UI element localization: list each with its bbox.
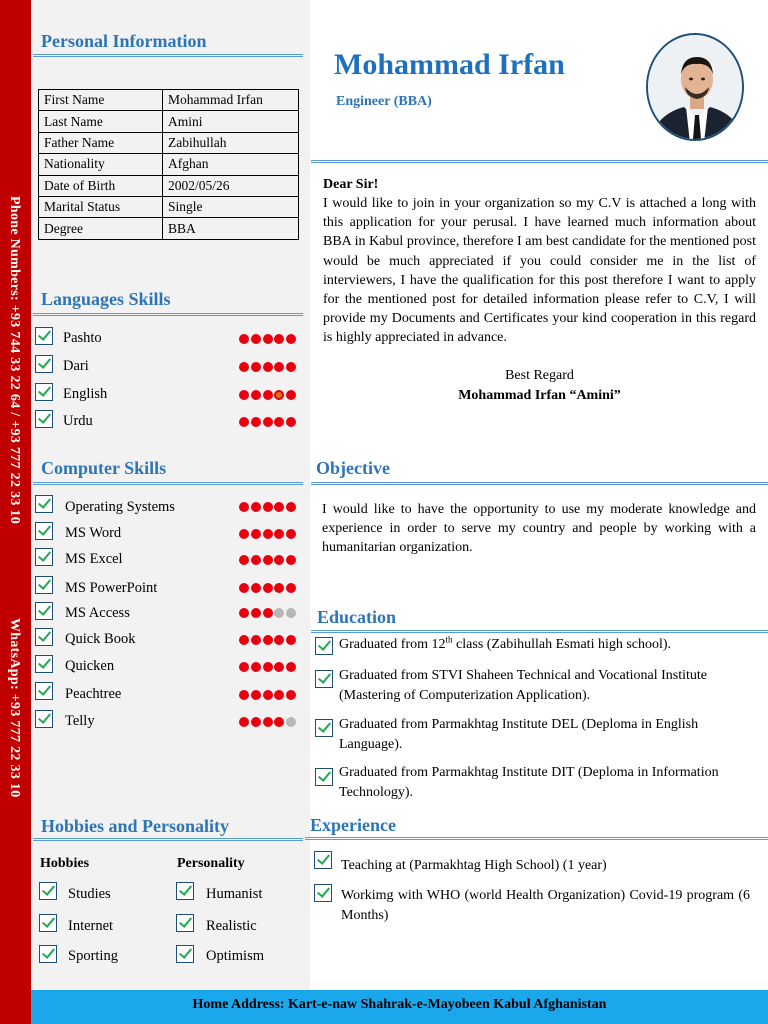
info-label: Marital Status — [39, 196, 163, 217]
hobby-label: Studies — [68, 886, 111, 902]
letter-regard: Best Regard — [505, 368, 574, 383]
info-label: First Name — [39, 90, 163, 111]
info-value: Mohammad Irfan — [163, 90, 299, 111]
checkbox-icon — [176, 882, 194, 900]
sidebar-contact-bar — [0, 0, 31, 1024]
computer-skill-rating — [239, 717, 298, 729]
phone-numbers: Phone Numbers: +93 744 33 22 64 / +93 777 22 33 10 — [7, 196, 22, 525]
computer-skill-label: MS Excel — [65, 551, 123, 567]
checkbox-icon — [39, 882, 57, 900]
computer-skill-rating — [239, 662, 298, 674]
person-portrait-icon — [648, 35, 744, 141]
checkbox-icon — [35, 655, 53, 673]
table-row — [39, 154, 299, 175]
footer-bar — [31, 990, 768, 1024]
hobbies-title: Hobbies and Personality — [41, 816, 230, 836]
language-label: Dari — [63, 358, 89, 374]
computer-skill-rating — [239, 502, 298, 514]
hobbies-heading: Hobbies — [40, 856, 90, 871]
hobby-label: Internet — [68, 918, 114, 934]
computer-skill-rating — [239, 690, 298, 702]
section-divider — [33, 838, 303, 841]
language-label: Urdu — [63, 413, 93, 429]
section-divider — [311, 630, 768, 633]
home-address: Home Address: Kart-e-naw Shahrak-e-Mayobeen Kabul Afghanistan — [192, 997, 607, 1012]
info-value: 2002/05/26 — [163, 175, 299, 196]
checkbox-icon — [35, 576, 53, 594]
computer-skill-label: Quick Book — [65, 631, 136, 647]
checkbox-icon — [35, 355, 53, 373]
computer-skill-label: Telly — [65, 713, 95, 729]
letter-body: I would like to join in your organization so my C.V is attached a long with this application for your perusal. I have learned much information about BBA in Kabul province, therefore I am best candidate for the mentioned post would be much appreciated if you could consider me in the list of interviewers, I have the qualification for this post therefore I want to apply for the mentioned post for detailed information please refer to C.V, I will provide my Documents and Certificates your kind cooperation in this regard is highly appreciated in advance. — [323, 196, 756, 346]
computer-skills-title: Computer Skills — [41, 458, 167, 478]
letter-greeting: Dear Sir! — [323, 177, 379, 192]
table-row — [39, 196, 299, 217]
computer-skill-rating — [239, 608, 298, 620]
personal-info-title: Personal Information — [41, 31, 207, 51]
personality-label: Optimism — [206, 948, 265, 964]
checkbox-icon — [35, 327, 53, 345]
checkbox-icon — [39, 945, 57, 963]
profile-photo — [646, 33, 744, 141]
info-value: BBA — [163, 218, 299, 239]
language-label: English — [63, 386, 108, 402]
personality-heading: Personality — [177, 856, 245, 871]
objective-text: I would like to have the opportunity to use my moderate knowledge and experience in order to serve my country and people by working with a humanitarian organization. — [322, 502, 756, 556]
info-label: Father Name — [39, 132, 163, 153]
computer-skill-label: MS Word — [65, 525, 122, 541]
education-item — [339, 635, 756, 655]
computer-skill-label: MS PowerPoint — [65, 580, 158, 596]
section-divider — [311, 482, 768, 485]
whatsapp-number: WhatsApp: +93 777 22 33 10 — [7, 618, 22, 798]
languages-title: Languages Skills — [41, 289, 171, 309]
table-row — [39, 90, 299, 111]
section-divider — [33, 54, 303, 57]
computer-skill-rating — [239, 583, 298, 595]
language-rating — [239, 390, 298, 402]
checkbox-icon — [35, 710, 53, 728]
info-value: Single — [163, 196, 299, 217]
language-rating — [239, 334, 298, 346]
checkbox-icon — [39, 914, 57, 932]
computer-skill-label: Peachtree — [65, 686, 122, 702]
checkbox-icon — [35, 602, 53, 620]
checkbox-icon — [176, 914, 194, 932]
computer-skill-label: MS Access — [65, 605, 130, 621]
info-label: Last Name — [39, 111, 163, 132]
table-row — [39, 111, 299, 132]
experience-item: Teaching at (Parmakhtag High School) (1 year) — [341, 858, 607, 873]
checkbox-icon — [315, 637, 333, 655]
computer-skill-label: Quicken — [65, 658, 115, 674]
checkbox-icon — [314, 851, 332, 869]
objective-title: Objective — [316, 458, 390, 478]
info-label: Nationality — [39, 154, 163, 175]
computer-skill-label: Operating Systems — [65, 499, 175, 515]
info-value: Afghan — [163, 154, 299, 175]
checkbox-icon — [315, 719, 333, 737]
table-row — [39, 218, 299, 239]
experience-title: Experience — [310, 815, 396, 835]
checkbox-icon — [35, 410, 53, 428]
experience-item: Workimg with WHO (world Health Organization) Covid-19 program (6 Months) — [341, 888, 750, 923]
education-item: Graduated from Parmakhtag Institute DIT (Deploma in Information Technology). — [339, 765, 719, 800]
section-divider — [311, 160, 768, 163]
section-divider — [33, 313, 303, 316]
checkbox-icon — [35, 548, 53, 566]
language-rating — [239, 417, 298, 429]
computer-skill-rating — [239, 555, 298, 567]
personal-info-table — [38, 89, 299, 240]
education-text: class (Zabihullah Esmati high school). — [452, 637, 672, 652]
checkbox-icon — [35, 682, 53, 700]
checkbox-icon — [35, 383, 53, 401]
checkbox-icon — [35, 495, 53, 513]
checkbox-icon — [35, 522, 53, 540]
table-row — [39, 132, 299, 153]
personality-label: Humanist — [206, 886, 263, 902]
candidate-name: Mohammad Irfan — [334, 48, 565, 81]
education-text: Graduated from 12 — [339, 637, 446, 652]
section-divider — [305, 837, 768, 840]
hobby-label: Sporting — [68, 948, 118, 964]
info-value: Zabihullah — [163, 132, 299, 153]
education-item: Graduated from STVI Shaheen Technical and Vocational Institute (Mastering of Computerization Application). — [339, 668, 707, 703]
language-label: Pashto — [63, 330, 102, 346]
language-rating — [239, 362, 298, 374]
checkbox-icon — [176, 945, 194, 963]
checkbox-icon — [35, 628, 53, 646]
info-value: Amini — [163, 111, 299, 132]
computer-skill-rating — [239, 529, 298, 541]
letter-signature: Mohammad Irfan “Amini” — [458, 388, 621, 403]
info-label: Date of Birth — [39, 175, 163, 196]
checkbox-icon — [315, 670, 333, 688]
candidate-title: Engineer (BBA) — [336, 94, 432, 109]
education-item: Graduated from Parmakhtag Institute DEL (Deploma in English Language). — [339, 717, 699, 752]
education-title: Education — [317, 607, 397, 627]
ordinal-suffix: th — [445, 634, 453, 645]
personality-label: Realistic — [206, 918, 257, 934]
info-label: Degree — [39, 218, 163, 239]
computer-skill-rating — [239, 635, 298, 647]
table-row — [39, 175, 299, 196]
section-divider — [33, 482, 303, 485]
checkbox-icon — [315, 768, 333, 786]
checkbox-icon — [314, 884, 332, 902]
